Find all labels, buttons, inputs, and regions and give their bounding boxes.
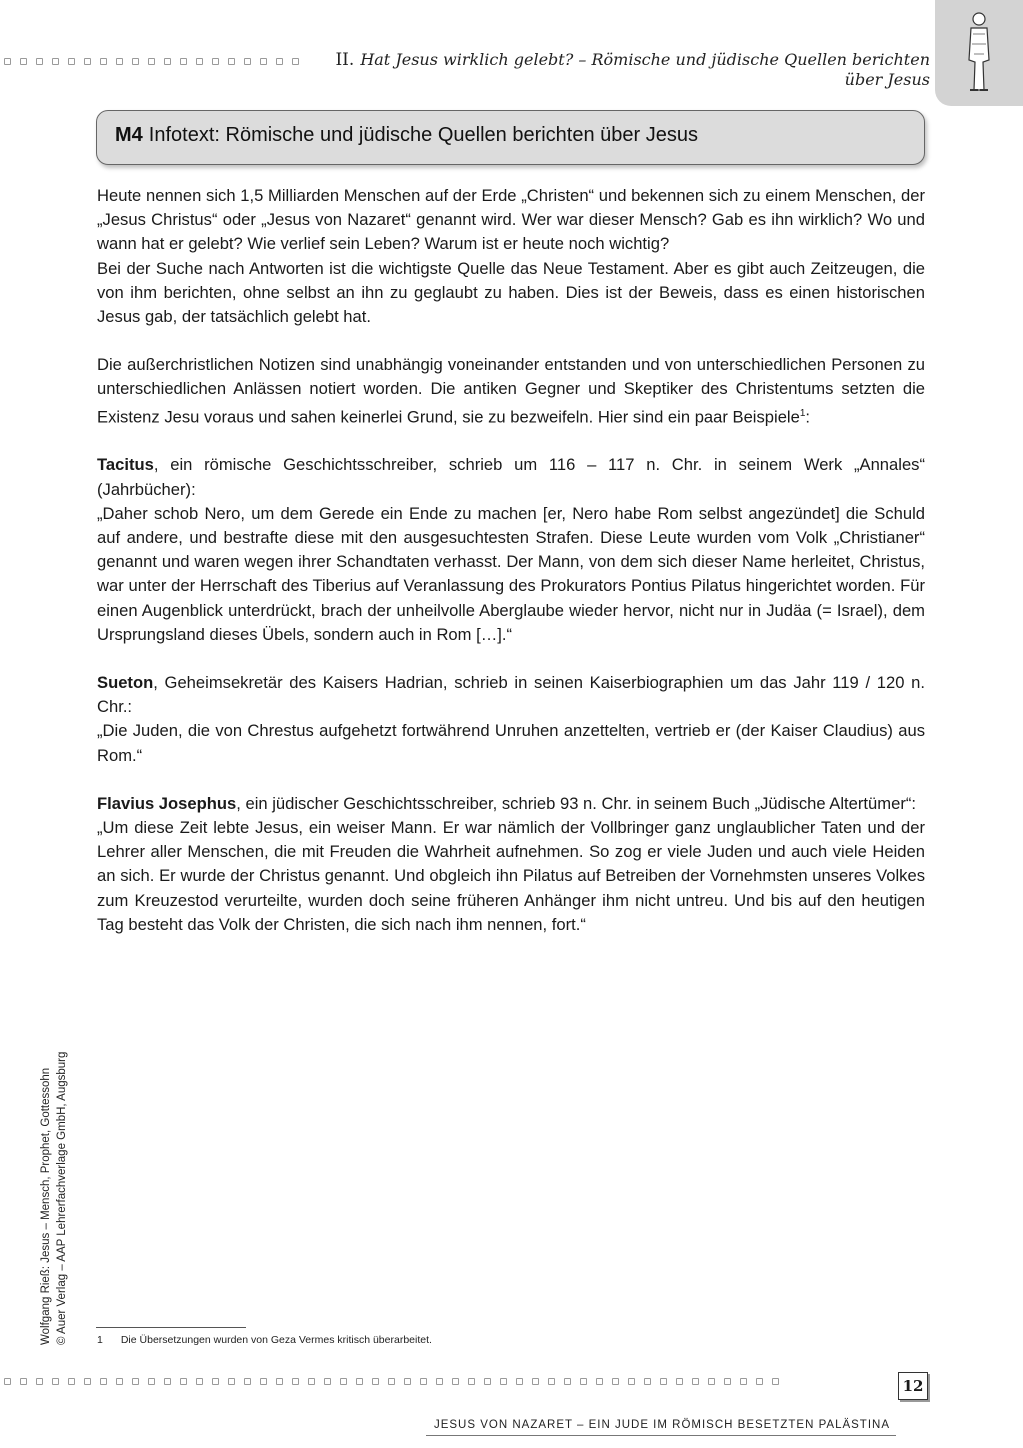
intro-paragraph-3-text: Die außerchristlichen Notizen sind unabhängig voneinander entstanden und von unterschiedlichen Personen zu unterschiedlichen Anlässen notiert worden. Die antiken Gegner und Skeptiker des Christentums setzten die Existenz Jesu voraus und sahen keinerlei Grund, sie zu bezweifeln. Hier sind ein paar Beispiele — [97, 355, 925, 427]
intro-paragraph-3 — [97, 353, 925, 429]
footer-title: JESUS VON NAZARET – EIN JUDE IM RÖMISCH BESETZTEN PALÄSTINA — [433, 1419, 890, 1431]
chapter-header — [310, 50, 930, 89]
source-josephus — [97, 792, 925, 937]
source-name: Tacitus — [97, 455, 154, 475]
material-label: M4 — [115, 124, 143, 146]
footnote-reference: 1 — [799, 407, 806, 419]
source-tacitus — [97, 453, 925, 647]
page-number: 12 — [898, 1372, 928, 1400]
footnote-divider — [96, 1327, 246, 1328]
chapter-number: II. — [335, 50, 355, 70]
footnote — [97, 1334, 432, 1346]
source-quote: „Die Juden, die von Chrestus aufgehetzt fortwährend Unruhen anzettelten, vertrieb er (der Kaiser Claudius) aus Rom.“ — [97, 721, 925, 765]
footnote-text: Die Übersetzungen wurden von Geza Vermes kritisch überarbeitet. — [120, 1334, 432, 1346]
source-description: , ein römische Geschichtsschreiber, schrieb um 116 – 117 n. Chr. in seinem Werk „Annales“ (Jahrbücher): — [97, 455, 925, 499]
intro-paragraph-3-end: : — [805, 407, 811, 427]
chapter-title: Hat Jesus wirklich gelebt? – Römische und jüdische Quellen berichten über Jesus — [360, 50, 930, 89]
intro-paragraph-2: Bei der Suche nach Antworten ist die wichtigste Quelle das Neue Testament. Aber es gibt auch Zeitzeugen, die von ihm berichten, ohne selbst an ihn zu geglaubt zu haben. Dies ist der Beweis, dass es einen historischen Jesus gab, der tatsächlich gelebt hat. — [97, 258, 925, 327]
intro-paragraph-1: Heute nennen sich 1,5 Milliarden Menschen auf der Erde „Christen“ und bekennen sich zu einem Menschen, der „Jesus Christus“ oder „Jesus von Nazaret“ genannt wird. Wer war dieser Mensch? Gab es ihn wirklich? Wo und wann hat er gelebt? Wie verlief sein Leben? Warum ist er heute noch wichtig? — [97, 186, 925, 254]
source-quote: „Daher schob Nero, um dem Gerede ein Ende zu machen [er, Nero habe Rom selbst angezündet] die Schuld auf andere, und bestrafte diese mit den ausgesuchtesten Strafen. Diese Leute wurden vom Volk „Christianer“ genannt und waren wegen ihrer Schandtaten verhasst. Der Mann, von dem sich dieser Name herleitet, Christus, war unter der Herrschaft des Tiberius auf Veranlassung des Prokurators Pontius Pilatus hingerichtet worden. Für einen Augenblick unterdrückt, brach der unheilvolle Aberglaube wieder hervor, nicht nur in Judäa (= Israel), dem Ursprungsland dieses Übels, sondern auch in Rom […].“ — [97, 503, 925, 644]
credit-author: Wolfgang Rieß: Jesus – Mensch, Prophet, Gottessohn — [40, 1067, 52, 1345]
footer-rule — [426, 1435, 896, 1436]
worksheet-title: Infotext: Römische und jüdische Quellen berichten über Jesus — [148, 124, 698, 146]
source-name: Flavius Josephus — [97, 793, 237, 813]
source-sueton — [97, 671, 925, 768]
header-dotted-line — [4, 58, 299, 68]
main-text — [97, 184, 925, 961]
credit-publisher: © Auer Verlag – AAP Lehrerfachverlage GmbH, Augsburg — [56, 1051, 68, 1345]
source-description: , Geheimsekretär des Kaisers Hadrian, schrieb in seinen Kaiserbiographien um das Jahr 119 / 120 n. Chr.: — [97, 672, 925, 717]
footer-dotted-line — [4, 1378, 779, 1388]
source-quote: „Um diese Zeit lebte Jesus, ein weiser Mann. Er war nämlich der Vollbringer ganz unglaublicher Taten und der Lehrer aller Menschen, die mit Freuden die Wahrheit aufnehmen. So zog er viele Juden und auch viele Heiden an sich. Er wurde der Christus genannt. Und obgleich ihn Pilatus auf Betreiben der Vornehmsten unseres Volkes zum Kreuzestod verurteilte, wurden doch seine früheren Anhänger ihm nicht untreu. Und bis auf den heutigen Tag besteht das Volk der Christen, die sich nach ihm nennen, fort.“ — [97, 818, 925, 934]
source-name: Sueton — [97, 672, 154, 692]
side-credit — [38, 1052, 70, 1345]
source-description: , ein jüdischer Geschichtsschreiber, schrieb 93 n. Chr. in seinem Buch „Jüdische Altertümer“: — [236, 793, 916, 813]
corner-tab — [935, 0, 1023, 106]
worksheet-title-box — [96, 110, 925, 165]
figure-icon — [961, 10, 997, 96]
footnote-number: 1 — [97, 1334, 103, 1346]
